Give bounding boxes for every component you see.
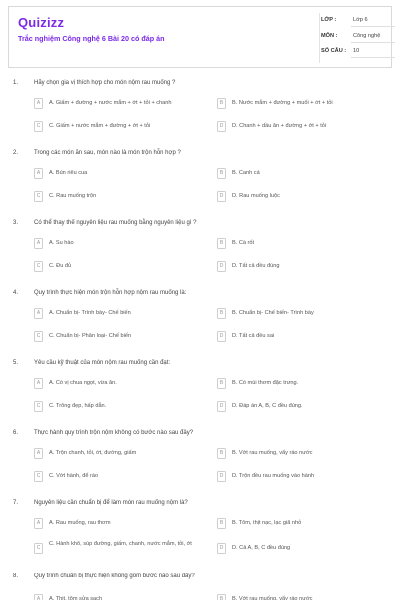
question-text: Quy trình chuẩn bị thực hiện không gồm bước nào sau đây? bbox=[34, 573, 195, 579]
option-d[interactable] bbox=[217, 261, 397, 275]
option-letter-box: A bbox=[34, 98, 43, 109]
option-d[interactable] bbox=[217, 471, 397, 485]
option-text: A. Bún riêu cua bbox=[49, 170, 88, 176]
option-letter-box: D bbox=[217, 471, 226, 482]
option-letter-box: A bbox=[34, 594, 43, 600]
option-b[interactable] bbox=[217, 98, 397, 112]
option-text: C. Giấm + nước mắm + đường + ớt + tỏi bbox=[49, 123, 151, 129]
option-a[interactable] bbox=[34, 518, 214, 532]
option-letter-box: A bbox=[34, 238, 43, 249]
meta-subject-value: Công nghệ bbox=[353, 33, 381, 39]
option-c[interactable] bbox=[34, 261, 214, 275]
question-number: 1. bbox=[13, 80, 19, 86]
option-text: D. Tất cả đều sai bbox=[232, 333, 275, 339]
quiz-title: Trắc nghiệm Công nghệ 6 Bài 20 có đáp án bbox=[18, 34, 165, 43]
quizizz-logo: Quizizz bbox=[18, 15, 65, 30]
option-text: A. Rau muống, rau thơm bbox=[49, 520, 111, 526]
option-a[interactable] bbox=[34, 448, 214, 462]
option-text: D. Chanh + dầu ăn + đường + ớt + tỏi bbox=[232, 123, 327, 129]
option-letter-box: C bbox=[34, 543, 43, 554]
option-letter-box: C bbox=[34, 261, 43, 272]
meta-count-line bbox=[351, 57, 395, 58]
question-text: Quy trình thực hiện món trộn hỗn hợp nộm rau muống là: bbox=[34, 290, 187, 296]
option-letter-box: C bbox=[34, 121, 43, 132]
option-letter-box: A bbox=[34, 378, 43, 389]
option-text: B. Chuẩn bị- Chế biến- Trình bày bbox=[232, 310, 314, 316]
meta-count-label: SỐ CÂU : bbox=[321, 48, 347, 54]
option-text: B. Cà rốt bbox=[232, 240, 255, 246]
option-letter-box: C bbox=[34, 471, 43, 482]
meta-grade bbox=[321, 15, 391, 27]
option-letter-box: D bbox=[217, 191, 226, 202]
option-letter-box: B bbox=[217, 518, 226, 529]
option-letter-box: B bbox=[217, 378, 226, 389]
option-text: B. Vớt rau muống, vẩy ráo nước bbox=[232, 450, 313, 456]
question-text: Có thể thay thế nguyên liệu rau muống bằng nguyên liệu gì ? bbox=[34, 220, 197, 226]
question-number: 6. bbox=[13, 430, 19, 436]
option-text: A. Giấm + đường + nước mắm + ớt + tỏi + chanh bbox=[49, 100, 172, 106]
option-letter-box: A bbox=[34, 168, 43, 179]
meta-grade-label: LỚP : bbox=[321, 17, 337, 23]
option-text: D. Trộn đều rau muống vào hành bbox=[232, 473, 315, 479]
option-text: C. Chuẩn bị- Phân loại- Chế biến bbox=[49, 333, 132, 339]
question-number: 4. bbox=[13, 290, 19, 296]
option-letter-box: C bbox=[34, 331, 43, 342]
meta-subject-label: MÔN : bbox=[321, 33, 338, 39]
option-letter-box: A bbox=[34, 448, 43, 459]
worksheet-header bbox=[8, 6, 392, 68]
option-letter-box: A bbox=[34, 308, 43, 319]
option-c[interactable] bbox=[34, 401, 214, 415]
question-text: Hãy chọn gia vị thích hợp cho món nộm rau muống ? bbox=[34, 80, 176, 86]
option-b[interactable] bbox=[217, 518, 397, 532]
question-number: 2. bbox=[13, 150, 19, 156]
option-text: C. Vớt hành, để ráo bbox=[49, 473, 99, 479]
option-text: D. Rau muống luộc bbox=[232, 193, 280, 199]
option-letter-box: D bbox=[217, 543, 226, 554]
option-c[interactable] bbox=[34, 331, 214, 345]
option-d[interactable] bbox=[217, 401, 397, 415]
option-c[interactable] bbox=[34, 471, 214, 485]
option-letter-box: D bbox=[217, 331, 226, 342]
meta-grade-value: Lớp 6 bbox=[353, 17, 368, 23]
option-text: C. Trông đẹp, hấp dẫn. bbox=[49, 403, 107, 409]
option-b[interactable] bbox=[217, 238, 397, 252]
option-text: C. Hành khô, súp đường, giấm, chanh, nước mắm, tỏi, ớt bbox=[49, 541, 192, 547]
meta-count-value: 10 bbox=[353, 48, 360, 54]
option-text: B. Vớt rau muống, vẩy ráo nước bbox=[232, 596, 313, 600]
question-number: 7. bbox=[13, 500, 19, 506]
option-letter-box: C bbox=[34, 191, 43, 202]
meta-subject-line bbox=[351, 42, 395, 43]
option-letter-box: B bbox=[217, 238, 226, 249]
option-c[interactable] bbox=[34, 121, 214, 135]
option-letter-box: B bbox=[217, 308, 226, 319]
option-letter-box: B bbox=[217, 168, 226, 179]
option-text: B. Tôm, thịt nạc, lạc giã nhỏ bbox=[232, 520, 302, 526]
option-letter-box: A bbox=[34, 518, 43, 529]
option-letter-box: D bbox=[217, 121, 226, 132]
option-a[interactable] bbox=[34, 594, 214, 600]
option-text: A. Trộn chanh, tỏi, ớt, đường, giấm bbox=[49, 450, 137, 456]
option-letter-box: D bbox=[217, 261, 226, 272]
option-text: A. Thịt, tôm sửa sạch bbox=[49, 596, 103, 600]
question-text: Nguyên liệu cần chuẩn bị để làm món rau muống nộm là? bbox=[34, 500, 188, 506]
option-a[interactable] bbox=[34, 98, 214, 112]
meta-count bbox=[321, 46, 391, 58]
question-number: 5. bbox=[13, 360, 19, 366]
option-letter-box: B bbox=[217, 98, 226, 109]
option-d[interactable] bbox=[217, 543, 397, 557]
header-divider bbox=[319, 13, 320, 63]
option-text: A. Chuẩn bị- Trình bày- Chế biến bbox=[49, 310, 131, 316]
option-b[interactable] bbox=[217, 168, 397, 182]
option-letter-box: B bbox=[217, 594, 226, 600]
question-text: Thực hành quy trình trộn nộm không có bước nào sau đây? bbox=[34, 430, 194, 436]
option-a[interactable] bbox=[34, 238, 214, 252]
option-text: A. Su hào bbox=[49, 240, 74, 246]
option-b[interactable] bbox=[217, 308, 397, 322]
option-a[interactable] bbox=[34, 168, 214, 182]
meta-grade-line bbox=[351, 26, 395, 27]
option-text: D. Cả A, B, C đều đúng bbox=[232, 545, 291, 551]
option-letter-box: D bbox=[217, 401, 226, 412]
question-text: Trong các món ăn sau, món nào là món trộn hỗn hợp ? bbox=[34, 150, 181, 156]
option-a[interactable] bbox=[34, 378, 214, 392]
option-b[interactable] bbox=[217, 378, 397, 392]
meta-subject bbox=[321, 31, 391, 43]
option-text: C. Đu đủ bbox=[49, 263, 72, 269]
option-text: B. Nước mắm + đường + muối + ớt + tỏi bbox=[232, 100, 333, 106]
option-d[interactable] bbox=[217, 191, 397, 205]
option-d[interactable] bbox=[217, 331, 397, 345]
question-8 bbox=[0, 573, 400, 600]
option-text: B. Canh cá bbox=[232, 170, 260, 176]
option-text: D. Đáp án A, B, C đều đúng. bbox=[232, 403, 303, 409]
question-text: Yêu cầu kỹ thuật của món nộm rau muống cần đạt: bbox=[34, 360, 171, 366]
option-text: A. Có vị chua ngọt, vừa ăn. bbox=[49, 380, 117, 386]
option-b[interactable] bbox=[217, 448, 397, 462]
option-text: C. Rau muống trộn bbox=[49, 193, 97, 199]
option-c[interactable] bbox=[34, 543, 214, 557]
option-a[interactable] bbox=[34, 308, 214, 322]
option-text: B. Có mùi thơm đặc trưng. bbox=[232, 380, 299, 386]
option-letter-box: B bbox=[217, 448, 226, 459]
option-text: D. Tất cả đều đúng bbox=[232, 263, 280, 269]
option-c[interactable] bbox=[34, 191, 214, 205]
option-b[interactable] bbox=[217, 594, 397, 600]
option-d[interactable] bbox=[217, 121, 397, 135]
question-number: 8. bbox=[13, 573, 19, 579]
question-number: 3. bbox=[13, 220, 19, 226]
option-letter-box: C bbox=[34, 401, 43, 412]
